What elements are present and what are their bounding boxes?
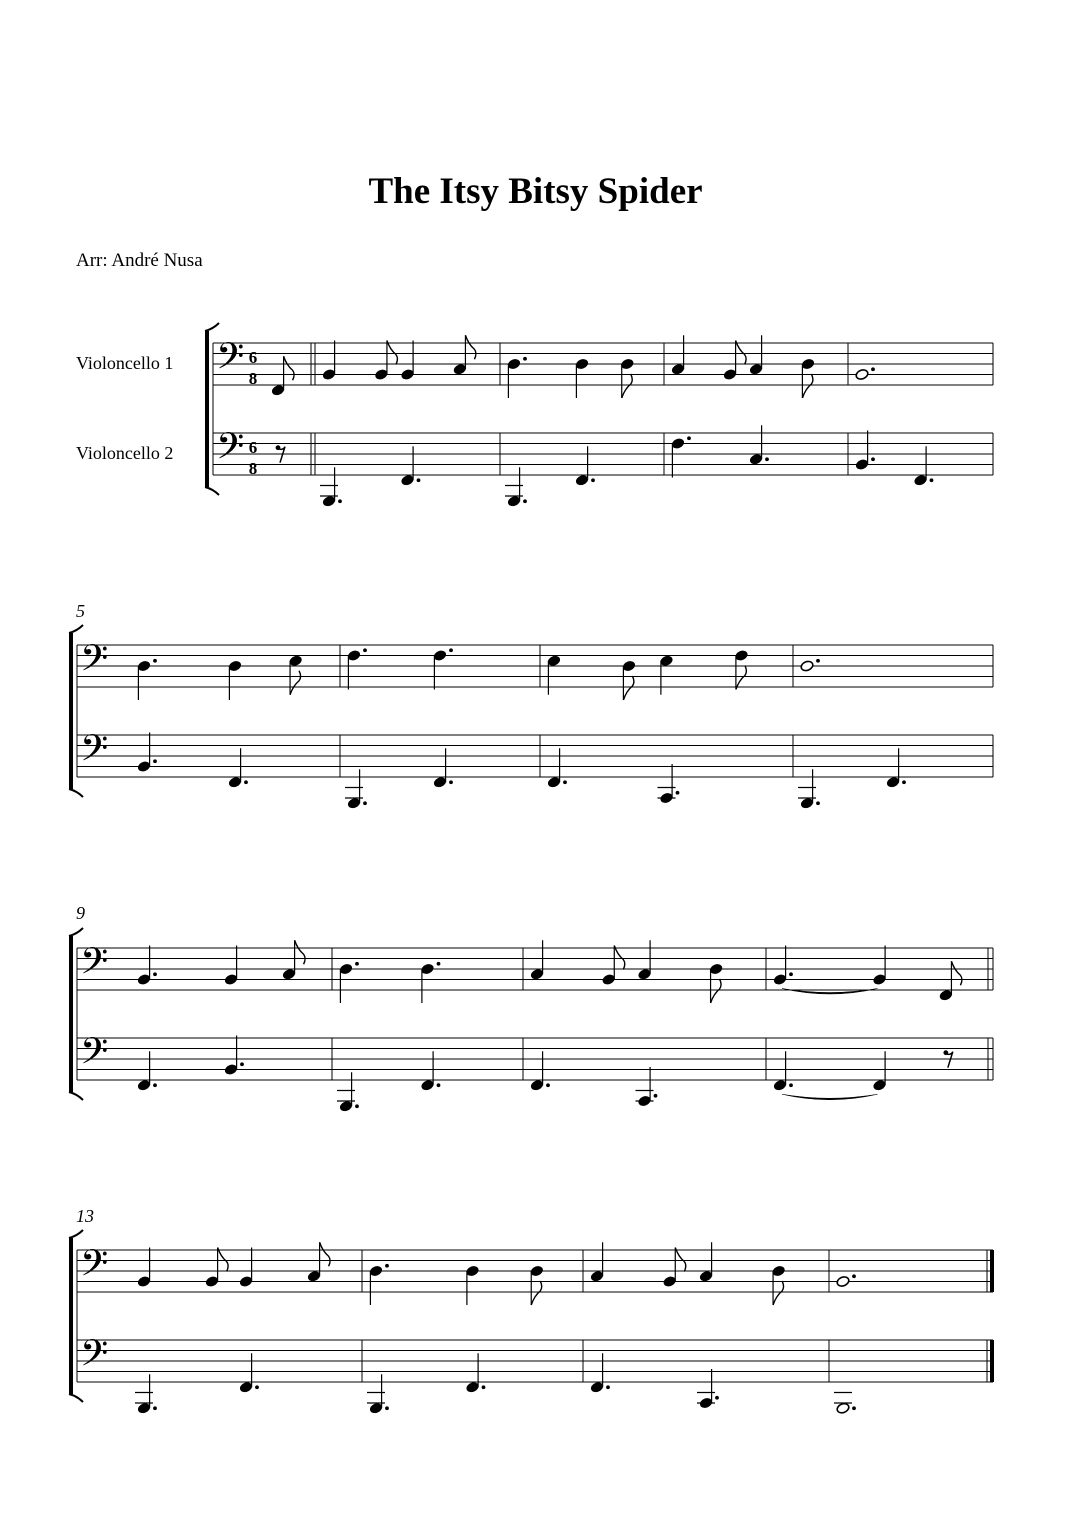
note [547,748,567,788]
note [347,648,367,689]
note [530,1051,550,1091]
arranger-credit: Arr: André Nusa [76,250,203,271]
note [400,341,414,381]
note [659,655,673,695]
augmentation-dot [789,972,793,976]
augmentation-dot [687,436,691,440]
bass-clef-icon: 𝄢 [80,1332,109,1384]
note [771,1265,785,1305]
note [699,1242,713,1282]
bass-clef-icon: 𝄢 [216,335,245,387]
augmentation-dot [153,972,157,976]
augmentation-dot [240,1062,244,1066]
augmentation-dot [563,780,567,784]
note [369,1264,389,1305]
flag [218,1248,229,1272]
bracket-top [69,928,83,936]
augmentation-dot [153,1083,157,1087]
note [507,357,527,398]
note [575,358,589,398]
note [734,649,748,689]
flag [711,979,722,1003]
augmentation-dot [417,478,421,482]
augmentation-dot [153,659,157,663]
augmentation-dot [437,962,441,966]
note [913,446,933,486]
note [337,1072,359,1112]
note [590,1242,604,1282]
bracket-bottom [69,1394,83,1402]
note [547,655,561,695]
flag [614,946,625,970]
augmentation-dot [765,457,769,461]
note [671,335,685,375]
flag [773,1281,784,1305]
note [433,748,453,788]
note [288,655,302,695]
augmentation-dot [523,357,527,361]
note [637,940,651,980]
augmentation-dot [715,1396,719,1400]
note [636,1067,658,1107]
augmentation-dot [816,659,820,663]
flag [284,356,295,380]
note [801,358,815,398]
note [282,940,305,980]
augmentation-dot [654,1094,658,1098]
note [697,1369,719,1409]
bass-clef-icon: 𝄢 [80,940,109,992]
note [709,963,723,1003]
note [400,446,420,486]
augmentation-dot [355,1104,359,1108]
eighth-rest-stroke [278,447,285,463]
measure-number: 5 [76,601,85,621]
note [465,1353,485,1393]
augmentation-dot [852,1274,856,1278]
instrument-name: Violoncello 1 [76,353,174,373]
note [671,436,691,477]
augmentation-dot [338,499,342,503]
note [320,467,342,507]
bass-clef-icon: 𝄢 [80,727,109,779]
flag [465,335,476,359]
augmentation-dot [871,367,875,371]
note [834,1393,856,1415]
bass-clef-icon: 𝄢 [80,1242,109,1294]
note [872,1051,886,1091]
note [530,1265,544,1305]
note [420,1051,440,1091]
note [773,1051,793,1091]
time-signature-denominator: 8 [248,368,258,388]
note [228,748,248,788]
flag [387,341,398,365]
note [420,962,440,1003]
augmentation-dot [902,780,906,784]
augmentation-dot [546,1083,550,1087]
note [135,1374,157,1414]
augmentation-dot [816,801,820,805]
note [749,425,769,465]
bracket-bottom [69,1092,83,1100]
note [239,1248,253,1288]
eighth-rest-stroke [946,1052,953,1068]
note [530,940,544,980]
flag [736,666,747,690]
notehead [836,1402,850,1414]
augmentation-dot [676,791,680,795]
bracket-top [205,323,219,331]
bass-clef-icon: 𝄢 [216,425,245,477]
note [137,659,157,700]
instrument-name: Violoncello 2 [76,443,174,463]
bracket-top [69,1230,83,1238]
measure-number: 9 [76,903,85,923]
flag [675,1248,686,1272]
note [590,1353,610,1393]
augmentation-dot [449,780,453,784]
note [465,1265,479,1305]
note [433,648,453,689]
flag [951,961,962,985]
note [622,660,636,700]
note [137,1051,157,1091]
note [339,962,359,1003]
note [271,356,294,396]
flag [623,676,634,700]
flag [802,374,813,398]
augmentation-dot [355,962,359,966]
augmentation-dot [363,648,367,652]
augmentation-dot [437,1083,441,1087]
augmentation-dot [153,759,157,763]
measure-number: 13 [76,1206,94,1226]
flag [531,1281,542,1305]
augmentation-dot [385,1264,389,1268]
notehead [855,368,869,380]
note [749,335,763,375]
note [137,1248,151,1288]
note [307,1242,330,1282]
tie [782,1094,878,1100]
note [345,769,367,809]
note [322,341,336,381]
note [453,335,476,375]
augmentation-dot [363,801,367,805]
score-title: The Itsy Bitsy Spider [368,171,703,212]
note [224,946,238,986]
augmentation-dot [852,1406,856,1410]
note [228,660,242,700]
tie [782,989,878,995]
augmentation-dot [255,1385,259,1389]
bass-clef-icon: 𝄢 [80,637,109,689]
augmentation-dot [449,648,453,652]
augmentation-dot [385,1406,389,1410]
note [239,1353,259,1393]
note [575,446,595,486]
flag [295,940,306,964]
augmentation-dot [523,499,527,503]
note [367,1374,389,1414]
time-signature-numerator: 6 [248,437,258,457]
augmentation-dot [244,780,248,784]
augmentation-dot [606,1385,610,1389]
time-signature-numerator: 6 [248,347,258,367]
note [658,764,680,804]
augmentation-dot [153,1406,157,1410]
flag [290,671,301,695]
note [620,358,634,398]
bass-clef-icon: 𝄢 [80,1030,109,1082]
flag [736,341,747,365]
flag [320,1242,331,1266]
note [798,769,820,809]
bracket-bottom [205,487,219,495]
augmentation-dot [591,478,595,482]
note [886,748,906,788]
flag [622,374,633,398]
bracket-bottom [69,789,83,797]
notehead [800,660,814,672]
augmentation-dot [789,1083,793,1087]
note [505,467,527,507]
augmentation-dot [930,478,934,482]
notehead [836,1275,850,1287]
note [939,961,962,1001]
augmentation-dot [482,1385,486,1389]
augmentation-dot [871,457,875,461]
time-signature-denominator: 8 [248,458,258,478]
bracket-top [69,625,83,633]
note [872,946,886,986]
